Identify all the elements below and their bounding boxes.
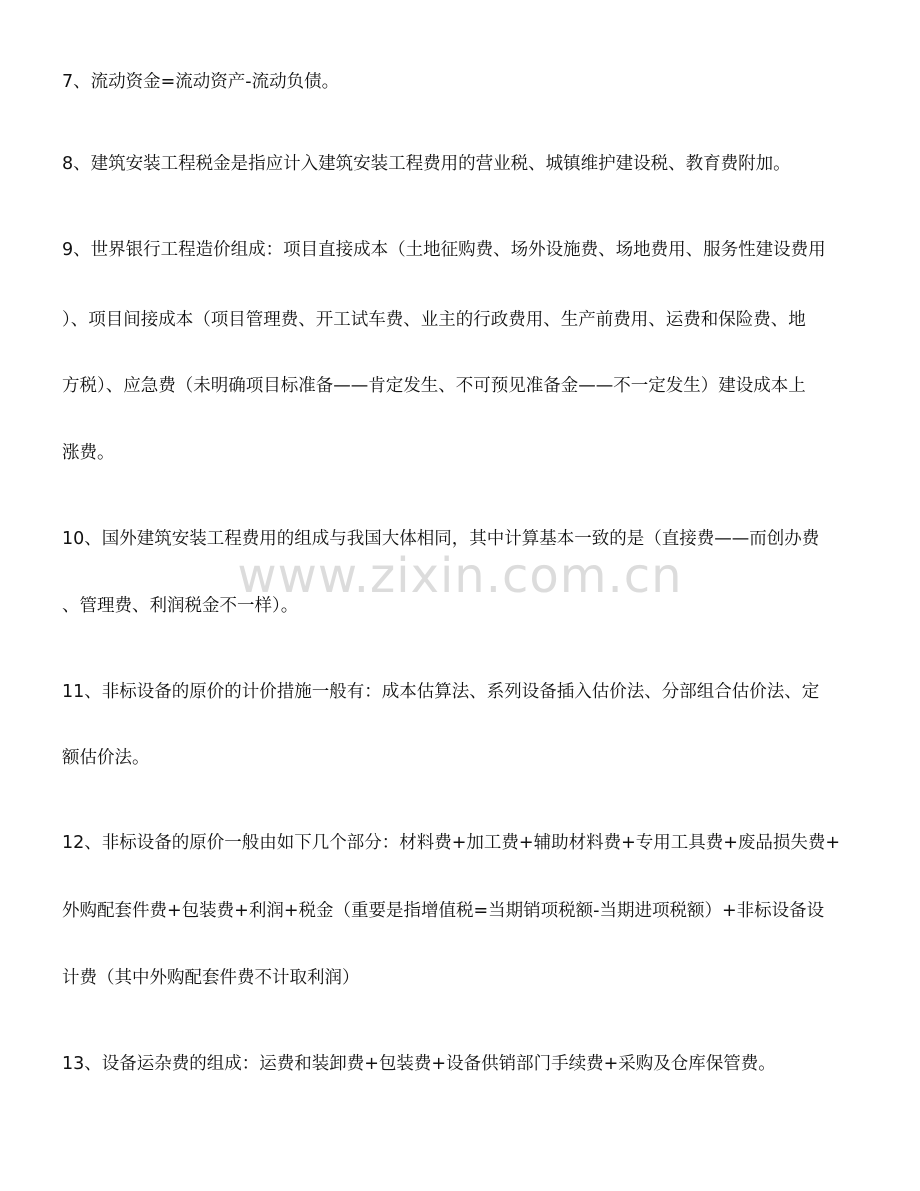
text-line-item-11-cont: 额估价法。 (62, 748, 150, 768)
text-line-item-11: 11、非标设备的原价的计价措施一般有：成本估算法、系列设备插入估价法、分部组合估价法、定 (62, 682, 820, 702)
text-line-item-10-cont: 、管理费、利润税金不一样）。 (62, 596, 299, 616)
text-line-item-10: 10、国外建筑安装工程费用的组成与我国大体相同，其中计算基本一致的是（直接费——而创办费 (62, 529, 820, 549)
text-line-item-7: 7、流动资金=流动资产-流动负债。 (62, 72, 340, 92)
text-line-item-8: 8、建筑安装工程税金是指应计入建筑安装工程费用的营业税、城镇维护建设税、教育费附加。 (62, 154, 791, 174)
text-line-item-9-cont-2: 方税）、应急费（未明确项目标准备——肯定发生、不可预见准备金——不一定发生）建设成本上 (62, 376, 806, 396)
watermark-text: www.zixin.com.cn (237, 548, 683, 604)
text-line-item-12-cont-1: 外购配套件费+包装费+利润+税金（重要是指增值税=当期销项税额-当期进项税额）+非标设备设 (62, 901, 825, 921)
text-line-item-12-cont-2: 计费（其中外购配套件费不计取利润） (62, 968, 360, 988)
text-line-item-9: 9、世界银行工程造价组成：项目直接成本（土地征购费、场外设施费、场地费用、服务性建设费用 (62, 240, 826, 260)
text-line-item-13: 13、设备运杂费的组成：运费和装卸费+包装费+设备供销部门手续费+采购及仓库保管费。 (62, 1054, 776, 1074)
text-line-item-9-cont-3: 涨费。 (62, 443, 115, 463)
text-line-item-9-cont-1: ）、项目间接成本（项目管理费、开工试车费、业主的行政费用、生产前费用、运费和保险费、地 (62, 310, 806, 330)
text-line-item-12: 12、非标设备的原价一般由如下几个部分：材料费+加工费+辅助材料费+专用工具费+废品损失费+ (62, 833, 841, 853)
